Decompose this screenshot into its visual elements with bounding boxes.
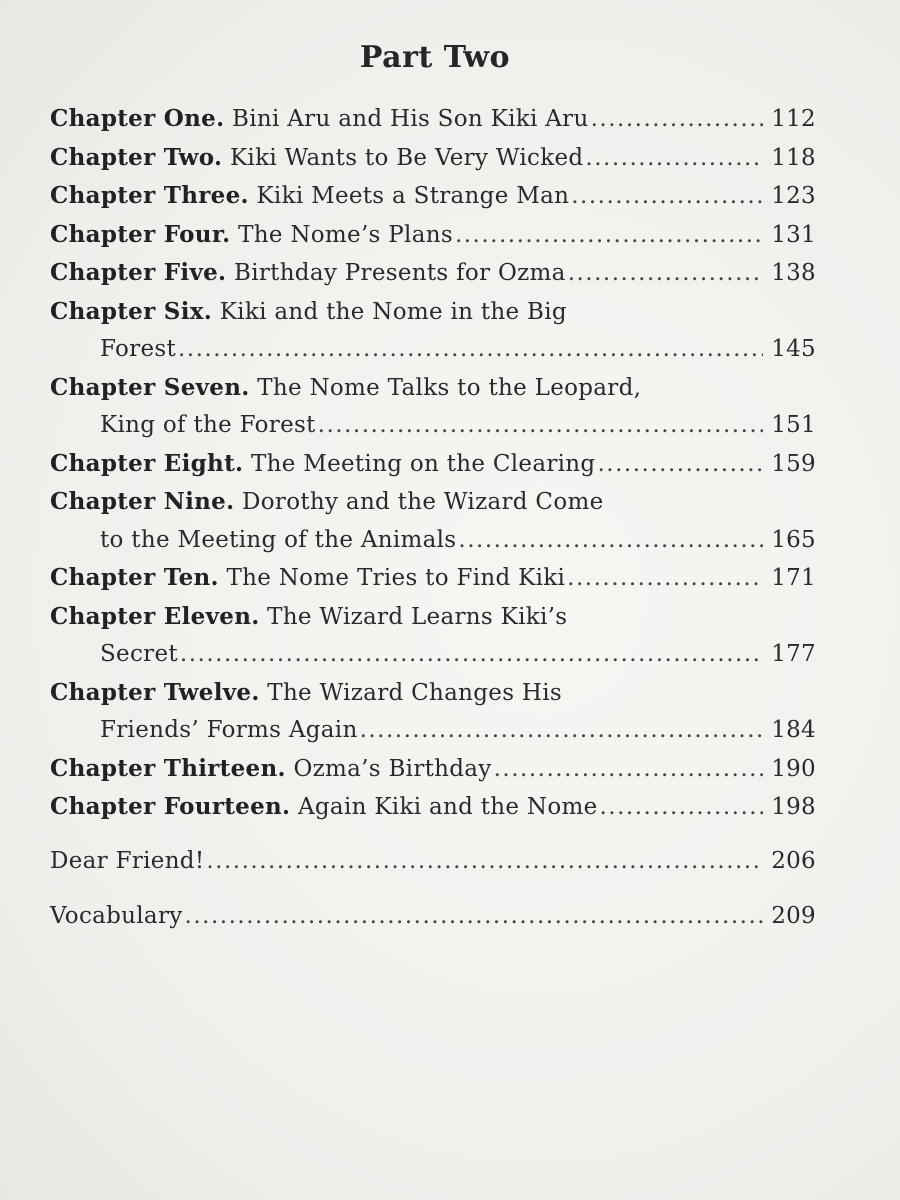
chapter-title: Birthday Presents for Ozma xyxy=(234,260,566,286)
toc-entry-chapter-3 xyxy=(50,177,816,216)
chapter-label: Chapter Fourteen. xyxy=(50,793,291,820)
chapter-title: Ozma’s Birthday xyxy=(293,755,492,782)
leader-dots xyxy=(494,751,764,789)
chapter-label: Chapter Eleven. xyxy=(50,602,260,630)
toc-entry-chapter-8 xyxy=(50,445,816,484)
chapter-label: Chapter Seven. xyxy=(50,373,250,401)
page-number: 145 xyxy=(771,336,816,362)
leader-dots xyxy=(178,331,763,369)
toc-entry-vocabulary xyxy=(50,898,816,936)
chapter-label: Chapter Eight. xyxy=(50,449,244,477)
page-number: 118 xyxy=(771,144,816,171)
page-number: 177 xyxy=(771,641,816,667)
leader-dots xyxy=(600,789,764,827)
leader-dots xyxy=(567,560,763,598)
page-number: 184 xyxy=(771,717,816,743)
leader-dots xyxy=(585,140,763,178)
chapter-label: Chapter One. xyxy=(50,105,225,132)
chapter-title-continued: Forest xyxy=(100,336,176,362)
chapter-title: The Nome Talks to the Leopard, xyxy=(257,374,642,401)
chapter-label: Chapter Ten. xyxy=(50,564,219,591)
leader-dots xyxy=(206,843,763,881)
chapter-label: Chapter Thirteen. xyxy=(50,754,286,782)
chapter-title: Again Kiki and the Nome xyxy=(298,794,598,820)
page-number: 171 xyxy=(771,565,816,591)
toc-entry-dear-friend xyxy=(50,843,816,881)
toc-entry-chapter-7 xyxy=(50,369,816,445)
chapter-label: Chapter Nine. xyxy=(50,488,235,515)
chapter-label: Chapter Four. xyxy=(50,220,231,248)
chapter-title: Kiki and the Nome in the Big xyxy=(219,298,567,325)
page-number: 209 xyxy=(771,903,816,929)
chapter-label: Chapter Five. xyxy=(50,259,227,286)
toc-entry-chapter-1 xyxy=(50,100,816,139)
toc-entry-chapter-9 xyxy=(50,483,816,559)
chapter-title: The Nome’s Plans xyxy=(238,221,453,248)
chapter-title-continued: Secret xyxy=(100,641,178,667)
toc-entry-chapter-2 xyxy=(50,139,816,178)
chapter-title-continued: King of the Forest xyxy=(100,412,316,438)
toc-entry-chapter-14 xyxy=(50,788,816,827)
leader-dots xyxy=(185,898,764,936)
page-number: 190 xyxy=(771,755,816,782)
toc-entry-chapter-4 xyxy=(50,216,816,255)
chapter-title-continued: Friends’ Forms Again xyxy=(100,717,358,743)
toc-entry-chapter-12 xyxy=(50,674,816,750)
page-number: 123 xyxy=(771,183,816,209)
chapter-title: The Wizard Learns Kiki’s xyxy=(267,603,568,630)
leader-dots xyxy=(360,712,764,750)
chapter-label: Chapter Three. xyxy=(50,182,249,209)
page-number: 112 xyxy=(771,106,816,132)
page-number: 138 xyxy=(771,260,816,286)
page-number: 198 xyxy=(771,794,816,820)
chapter-label: Chapter Two. xyxy=(50,143,223,171)
page-number: 165 xyxy=(771,526,816,553)
page-number: 131 xyxy=(771,221,816,248)
leader-dots xyxy=(597,446,763,484)
chapter-title: Dorothy and the Wizard Come xyxy=(242,489,604,515)
leader-dots xyxy=(591,101,764,139)
chapter-label: Chapter Twelve. xyxy=(50,678,260,706)
chapter-title: The Nome Tries to Find Kiki xyxy=(226,565,566,591)
chapter-title-continued: to the Meeting of the Animals xyxy=(100,526,457,553)
chapter-title: Kiki Meets a Strange Man xyxy=(256,183,570,209)
entry-title: Dear Friend! xyxy=(50,847,205,874)
part-title: Part Two xyxy=(359,40,511,75)
chapter-title: Bini Aru and His Son Kiki Aru xyxy=(232,106,589,132)
toc-entry-chapter-5 xyxy=(50,254,816,293)
chapter-title: Kiki Wants to Be Very Wicked xyxy=(229,144,584,171)
page-number: 159 xyxy=(771,450,816,477)
toc-entry-chapter-10 xyxy=(50,559,816,598)
leader-dots xyxy=(571,178,763,216)
leader-dots xyxy=(318,407,764,445)
chapter-title: The Wizard Changes His xyxy=(267,679,563,706)
toc-entry-chapter-13 xyxy=(50,750,816,789)
toc-entry-chapter-11 xyxy=(50,598,816,674)
page-number: 151 xyxy=(771,412,816,438)
leader-dots xyxy=(180,636,763,674)
leader-dots xyxy=(458,522,763,560)
leader-dots xyxy=(455,217,763,255)
leader-dots xyxy=(568,255,764,293)
toc-entry-chapter-6 xyxy=(50,293,816,369)
table-of-contents xyxy=(50,100,816,936)
chapter-title: The Meeting on the Clearing xyxy=(250,450,596,477)
entry-title: Vocabulary xyxy=(50,903,183,929)
page-number: 206 xyxy=(771,847,816,874)
chapter-label: Chapter Six. xyxy=(50,297,213,325)
